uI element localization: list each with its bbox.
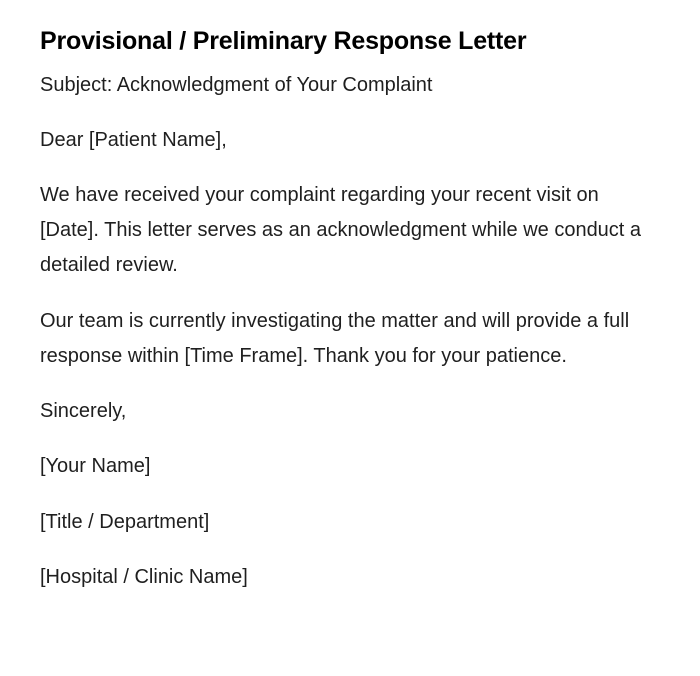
letter-closing: Sincerely, (40, 400, 127, 422)
letter-subject: Subject: Acknowledgment of Your Complaint (40, 74, 433, 96)
letter-paragraph-2: Our team is currently investigating the matter and will provide a full response within [Time Frame]. Thank you for your patience. (40, 310, 630, 367)
letter-title: Provisional / Preliminary Response Letter (40, 27, 527, 55)
letter-paragraph-1: We have received your complaint regarding your recent visit on [Date]. This letter serves as an acknowledgment while we conduct a detailed review. (40, 184, 642, 276)
signature-name: [Your Name] (40, 455, 151, 477)
letter-greeting: Dear [Patient Name], (40, 129, 227, 151)
signature-title: [Title / Department] (40, 511, 210, 533)
signature-organization: [Hospital / Clinic Name] (40, 566, 248, 588)
